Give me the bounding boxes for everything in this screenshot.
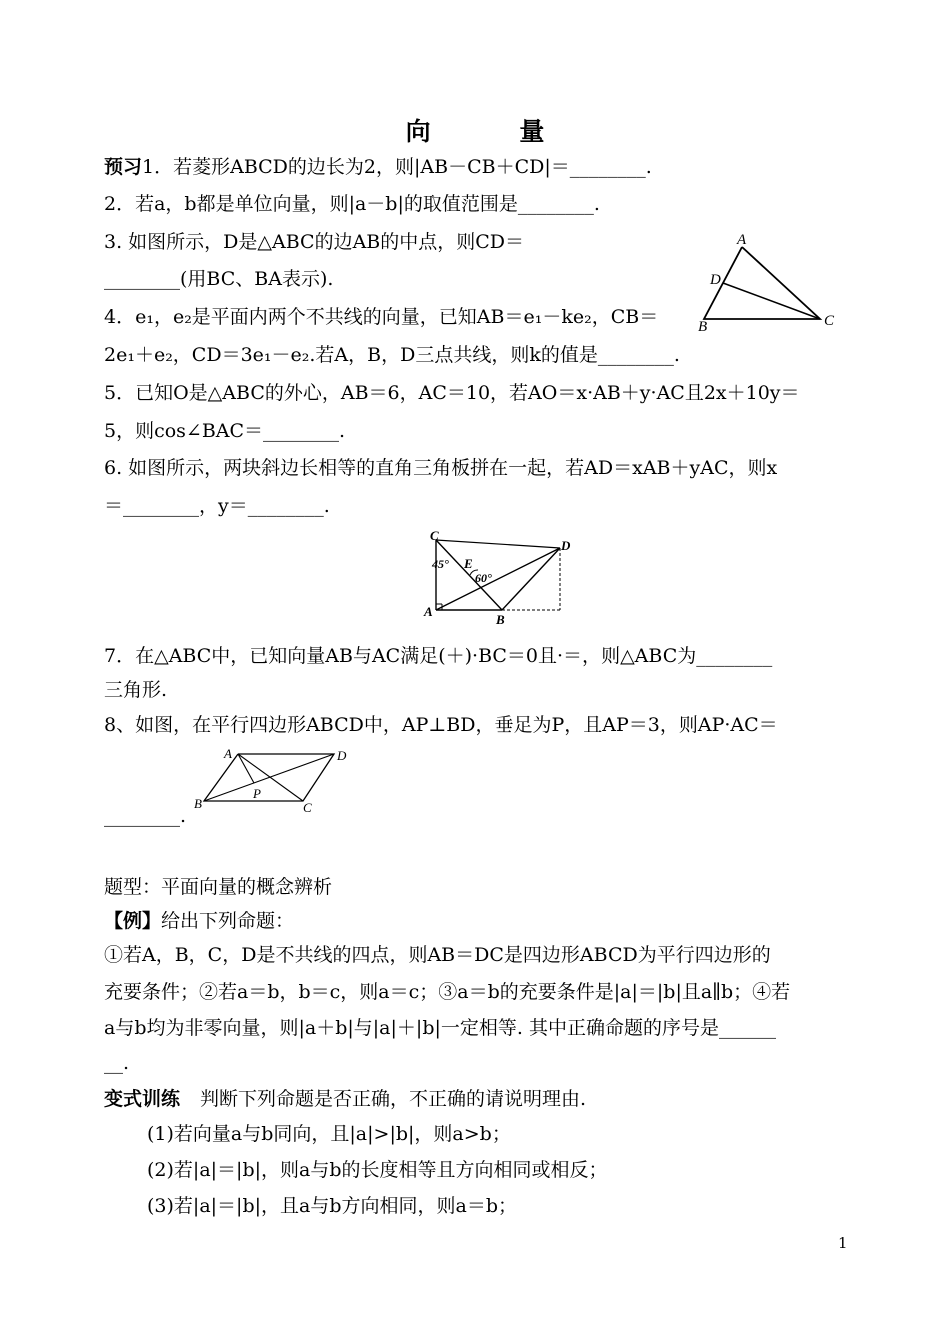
question-5-line1: 5．已知O是△ABC的外心，AB＝6，AC＝10，若AO＝x·AB＋y·AC且2x＋10y＝	[104, 382, 800, 404]
parallelogram-figure	[190, 742, 360, 822]
question-8-line1: 8、如图，在平行四边形ABCD中，AP⊥BD，垂足为P，且AP＝3，则AP·AC＝	[104, 714, 778, 736]
label-B: B	[496, 612, 505, 627]
question-7-line1: 7．在△ABC中，已知向量AB与AC满足(＋)·BC＝0且·＝，则△ABC为________	[104, 645, 773, 667]
median-line	[723, 283, 820, 319]
question-8-line2: ________.	[104, 805, 187, 827]
diagonal-AC	[238, 754, 303, 801]
label-A: A	[224, 746, 232, 761]
section-heading: 题型：平面向量的概念辨析	[104, 876, 333, 898]
example-line-2: 充要条件；②若a＝b，b＝c，则a＝c；③a＝b的充要条件是|a|＝|b|且a∥b；④若	[104, 981, 791, 1003]
label-A: A	[424, 604, 433, 619]
example-line	[104, 908, 294, 934]
label-C: C	[303, 800, 312, 815]
example-line-1: ①若A，B，C，D是不共线的四点，则AB＝DC是四边形ABCD为平行四边形的	[104, 944, 771, 966]
preview-label: 预习	[104, 156, 143, 178]
line-BD	[502, 548, 560, 610]
label-B: B	[194, 796, 202, 811]
example-line-4: __.	[104, 1052, 130, 1074]
question-2: 2．若a，b都是单位向量，则|a－b|的取值范围是________.	[104, 193, 600, 215]
training-text: 判断下列命题是否正确，不正确的请说明理由.	[200, 1088, 587, 1110]
label-B: B	[698, 319, 708, 335]
training-item-1: (1)若向量a与b同向，且|a|>|b|，则a>b；	[147, 1123, 511, 1145]
question-3-line2: ________(用BC、BA表示).	[104, 268, 334, 290]
label-angle-60: 60°	[475, 571, 492, 585]
training-line	[104, 1086, 586, 1112]
line-AD	[436, 548, 560, 610]
question-4-line1: 4．e₁，e₂是平面内两个不共线的向量，已知AB＝e₁－ke₂，CB＝	[104, 306, 659, 328]
line-CB	[436, 540, 502, 610]
label-angle-45: 45°	[432, 557, 449, 571]
label-A: A	[737, 232, 747, 248]
label-D: D	[337, 748, 347, 763]
training-label: 变式训练	[104, 1088, 181, 1110]
label-C: C	[430, 528, 439, 543]
training-item-2: (2)若|a|＝|b|，则a与b的长度相等且方向相同或相反；	[147, 1159, 608, 1181]
example-line-3: a与b均为非零向量，则|a＋b|与|a|＋|b|一定相等. 其中正确命题的序号是______	[104, 1017, 776, 1039]
question-4-line2: 2e₁＋e₂，CD＝3e₁－e₂.若A，B，D三点共线，则k的值是________.	[104, 344, 680, 366]
triangle-boards-figure	[420, 528, 590, 626]
diagonal-BD	[204, 754, 334, 801]
line-CD	[436, 540, 560, 548]
training-item-3: (3)若|a|＝|b|，且a与b方向相同，则a＝b；	[147, 1195, 517, 1217]
question-1-text: 1．若菱形ABCD的边长为2，则|AB－CB＋CD|＝________.	[142, 156, 652, 178]
question-7-line2: 三角形.	[104, 679, 168, 701]
page-number: 1	[838, 1234, 848, 1252]
label-D: D	[710, 272, 721, 288]
page-title: 向 量	[405, 117, 585, 146]
example-label: 【例】	[104, 910, 162, 932]
label-C: C	[824, 313, 835, 329]
question-6-line2: ＝________，y＝________.	[104, 495, 330, 517]
triangle-outline	[704, 247, 820, 319]
label-E: E	[464, 556, 473, 571]
label-D: D	[561, 538, 571, 553]
triangle-figure	[690, 232, 850, 335]
question-1	[104, 154, 652, 180]
label-P: P	[253, 786, 261, 801]
segment-AP	[238, 754, 254, 783]
example-text: 给出下列命题：	[161, 910, 295, 932]
question-6-line1: 6. 如图所示，两块斜边长相等的直角三角板拼在一起，若AD＝xAB＋yAC，则x	[104, 457, 778, 479]
question-3-line1: 3. 如图所示，D是△ABC的边AB的中点，则CD＝	[104, 231, 525, 253]
question-5-line2: 5，则cos∠BAC＝________.	[104, 420, 346, 442]
